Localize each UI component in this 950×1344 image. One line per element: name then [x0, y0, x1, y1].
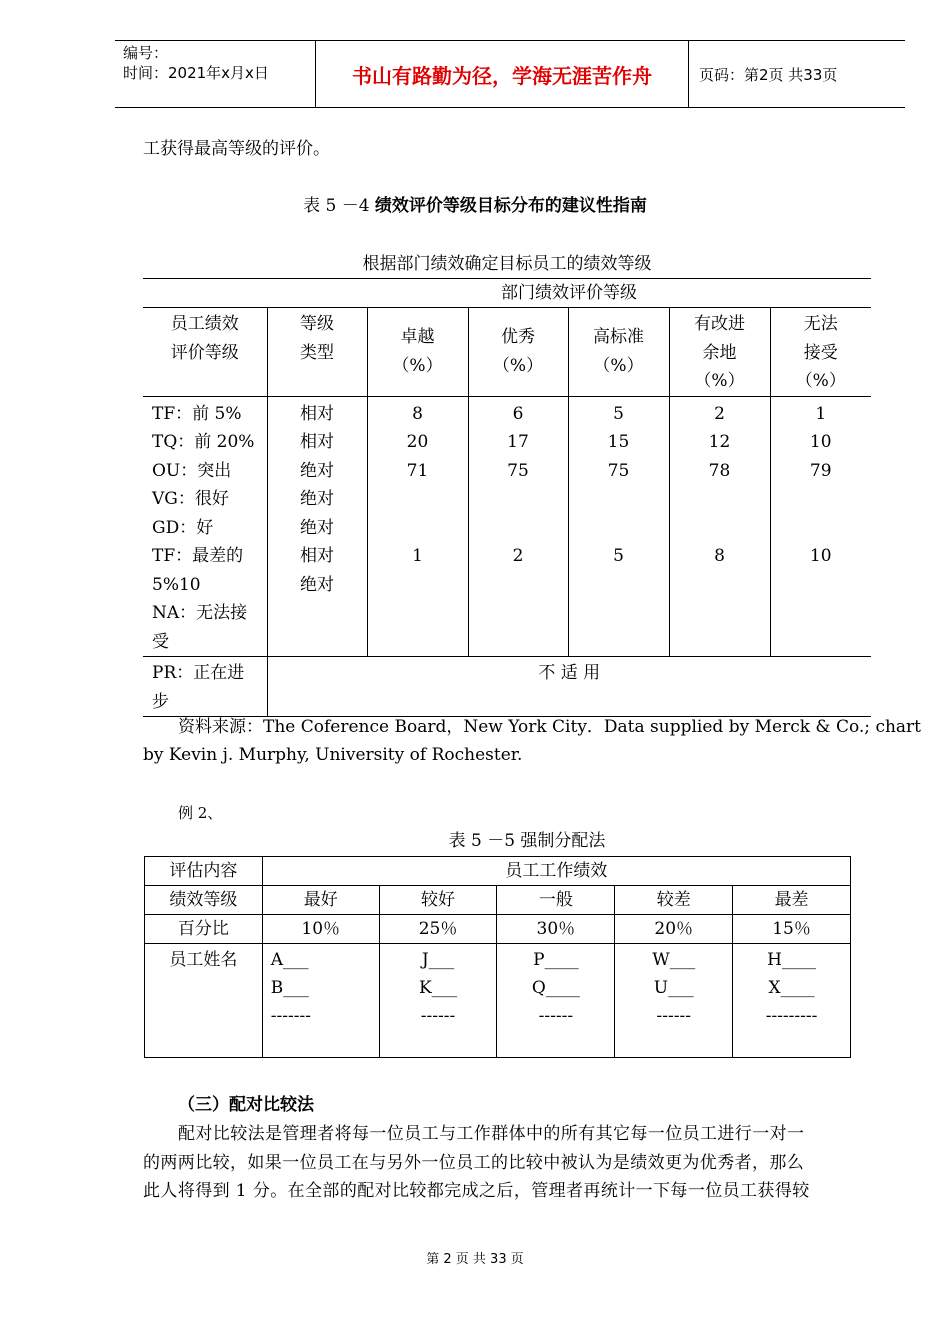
col-header-high-standard: 高标准 （%） — [568, 308, 669, 397]
grade-better: 较好 — [379, 886, 497, 915]
header-motto-box — [315, 41, 689, 107]
paragraph-line-2: 的两两比较，如果一位员工在与另外一位员工的比较中被认为是绩效更为优秀者，那么 — [143, 1153, 805, 1173]
dept-rating-header: 部门绩效评价等级 — [267, 279, 871, 308]
grade-label: 绩效等级 — [145, 886, 263, 915]
header-meta — [123, 43, 313, 83]
table54-title — [0, 192, 950, 220]
table-5-4 — [143, 278, 871, 717]
pr-value: 不 适 用 — [267, 657, 871, 717]
rating-types: 相对 相对 绝对 绝对 绝对 相对 绝对 — [267, 396, 367, 657]
grade-worst: 最差 — [733, 886, 851, 915]
example-label: 例 2、 — [178, 804, 223, 822]
values-excellent: 8 20 71 1 — [367, 396, 468, 657]
grade-best: 最好 — [262, 886, 379, 915]
table55-title: 表 5 －5 强制分配法 — [448, 831, 606, 851]
percent-best: 10％ — [262, 915, 379, 944]
col-header-rating: 员工绩效 评价等级 — [143, 308, 267, 397]
percent-worst: 15％ — [733, 915, 851, 944]
section-heading: （三）配对比较法 — [178, 1095, 314, 1115]
header-page-info: 页码：第2页 共33页 — [699, 65, 838, 84]
percent-better: 25％ — [379, 915, 497, 944]
page-header — [115, 40, 905, 108]
source-line-1: 资料来源：The Coference Board，New York City．Data supplied by Merck & Co.; chart — [178, 717, 922, 737]
header-number: 编号： — [123, 44, 169, 62]
table54-title-number: 表 5 －4 — [303, 196, 375, 216]
names-label: 员工姓名 — [145, 944, 263, 1058]
col-header-unacceptable: 无法 接受 （%） — [770, 308, 871, 397]
paragraph-line-1: 配对比较法是管理者将每一位员工与工作群体中的所有其它每一位员工进行一对一 — [178, 1124, 805, 1144]
table-5-5 — [144, 856, 851, 1058]
eval-content-value: 员工工作绩效 — [262, 857, 850, 886]
header-motto: 书山有路勤为径，学海无涯苦作舟 — [352, 63, 652, 88]
grade-worse: 较差 — [615, 886, 733, 915]
names-worst: H____ X____ --------- — [733, 944, 851, 1058]
values-good: 6 17 75 2 — [468, 396, 568, 657]
percent-label: 百分比 — [145, 915, 263, 944]
grade-average: 一般 — [497, 886, 615, 915]
names-worse: W___ U___ ------ — [615, 944, 733, 1058]
pr-label: PR：正在进 步 — [143, 657, 267, 717]
continuation-text: 工获得最高等级的评价。 — [143, 139, 330, 159]
col-header-good: 优秀 （%） — [468, 308, 568, 397]
values-unacceptable: 1 10 79 10 — [770, 396, 871, 657]
table54-caption: 根据部门绩效确定目标员工的绩效等级 — [362, 254, 652, 274]
col-header-excellent: 卓越 （%） — [367, 308, 468, 397]
rating-labels: TF：前 5% TQ：前 20% OU：突出 VG：很好 GD：好 TF：最差的 5%10 NA：无法接 受 — [143, 396, 267, 657]
eval-content-label: 评估内容 — [145, 857, 263, 886]
percent-average: 30％ — [497, 915, 615, 944]
names-best: A___ B___ ------- — [262, 944, 379, 1058]
page-footer: 第 2 页 共 33 页 — [426, 1252, 524, 1267]
col-header-type: 等级 类型 — [267, 308, 367, 397]
table54-title-text: 绩效评价等级目标分布的建议性指南 — [374, 196, 647, 216]
names-average: P____ Q____ ------ — [497, 944, 615, 1058]
names-better: J___ K___ ------ — [379, 944, 497, 1058]
values-high-standard: 5 15 75 5 — [568, 396, 669, 657]
source-line-2: by Kevin j. Murphy, University of Rochester. — [143, 745, 523, 765]
values-improvable: 2 12 78 8 — [669, 396, 770, 657]
header-time: 时间：2021年x月x日 — [123, 64, 269, 82]
paragraph-line-3: 此人将得到 1 分。在全部的配对比较都完成之后，管理者再统计一下每一位员工获得较 — [143, 1181, 810, 1201]
percent-worse: 20％ — [615, 915, 733, 944]
col-header-improvable: 有改进 余地 （%） — [669, 308, 770, 397]
